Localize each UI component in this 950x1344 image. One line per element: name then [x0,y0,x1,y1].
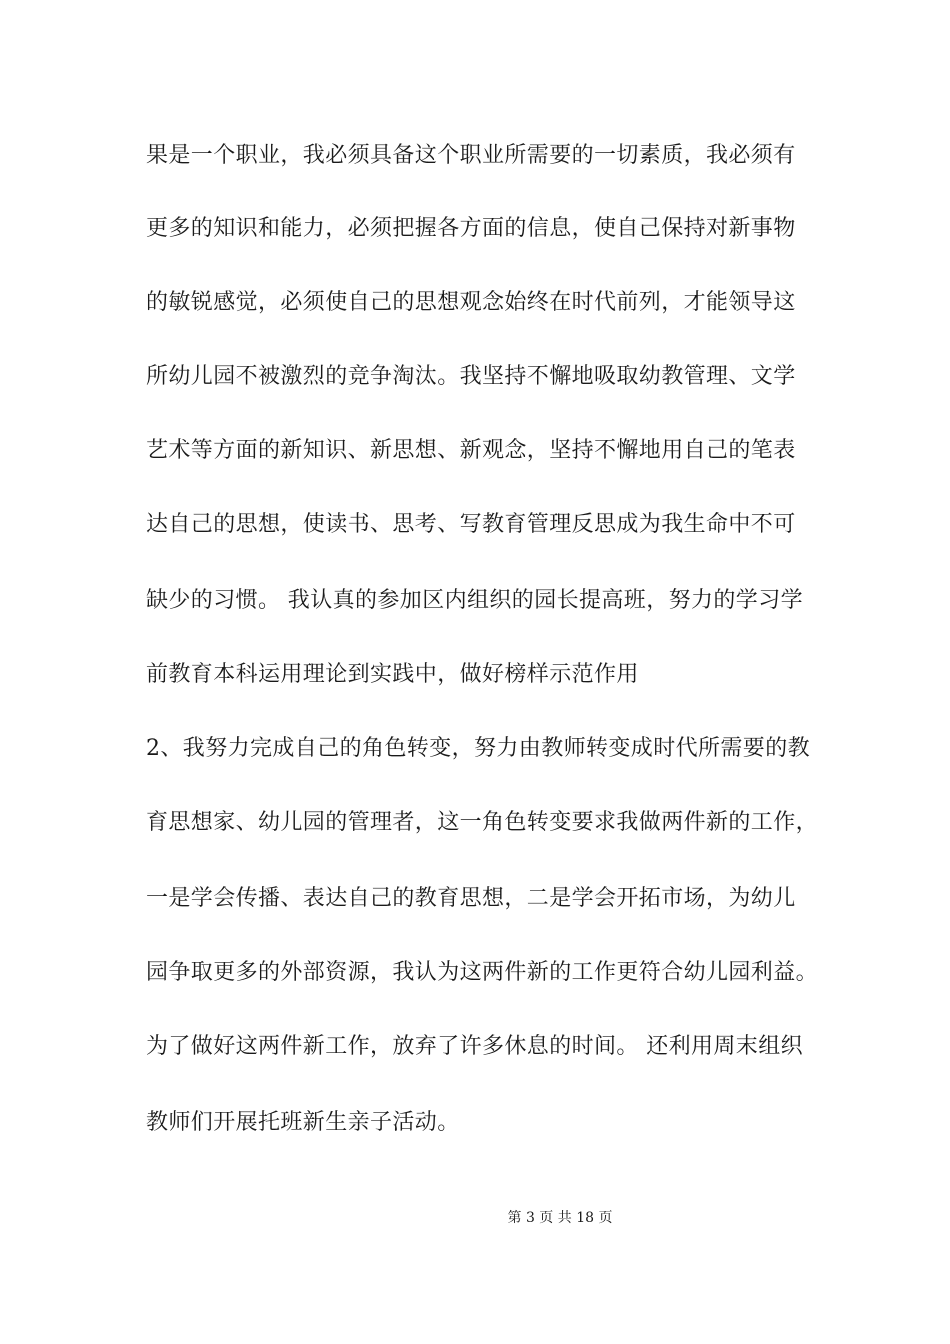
text-line-5: 艺术等方面的新知识、新思想、新观念，坚持不懈地用自己的笔表 [146,438,796,463]
text-line-8: 前教育本科运用理论到实践中，做好榜样示范作用 [146,662,639,687]
text-line-4: 所幼儿园不被激烈的竞争淘汰。我坚持不懈地吸取幼教管理、文学 [146,364,796,389]
text-line-12: 园争取更多的外部资源，我认为这两件新的工作更符合幼儿园利益。 [146,960,819,985]
text-line-6: 达自己的思想，使读书、思考、写教育管理反思成为我生命中不可 [146,512,796,537]
text-line-9: 2、我努力完成自己的角色转变，努力由教师转变成时代所需要的教 [146,736,810,761]
text-line-14: 教师们开展托班新生亲子活动。 [146,1110,460,1135]
text-line-3: 的敏锐感觉，必须使自己的思想观念始终在时代前列，才能领导这 [146,290,796,315]
text-line-7: 缺少的习惯。 我认真的参加区内组织的园长提高班，努力的学习学 [146,588,803,613]
text-line-2: 更多的知识和能力，必须把握各方面的信息，使自己保持对新事物 [146,216,796,241]
text-line-13: 为了做好这两件新工作，放弃了许多休息的时间。 还利用周末组织 [146,1034,803,1059]
text-line-11: 一是学会传播、表达自己的教育思想，二是学会开拓市场，为幼儿 [146,886,796,911]
text-line-10: 育思想家、幼儿园的管理者，这一角色转变要求我做两件新的工作， [146,810,819,835]
page-number-footer: 第 3 页 共 18 页 [507,1210,613,1226]
text-line-1: 果是一个职业，我必须具备这个职业所需要的一切素质，我必须有 [146,143,796,168]
